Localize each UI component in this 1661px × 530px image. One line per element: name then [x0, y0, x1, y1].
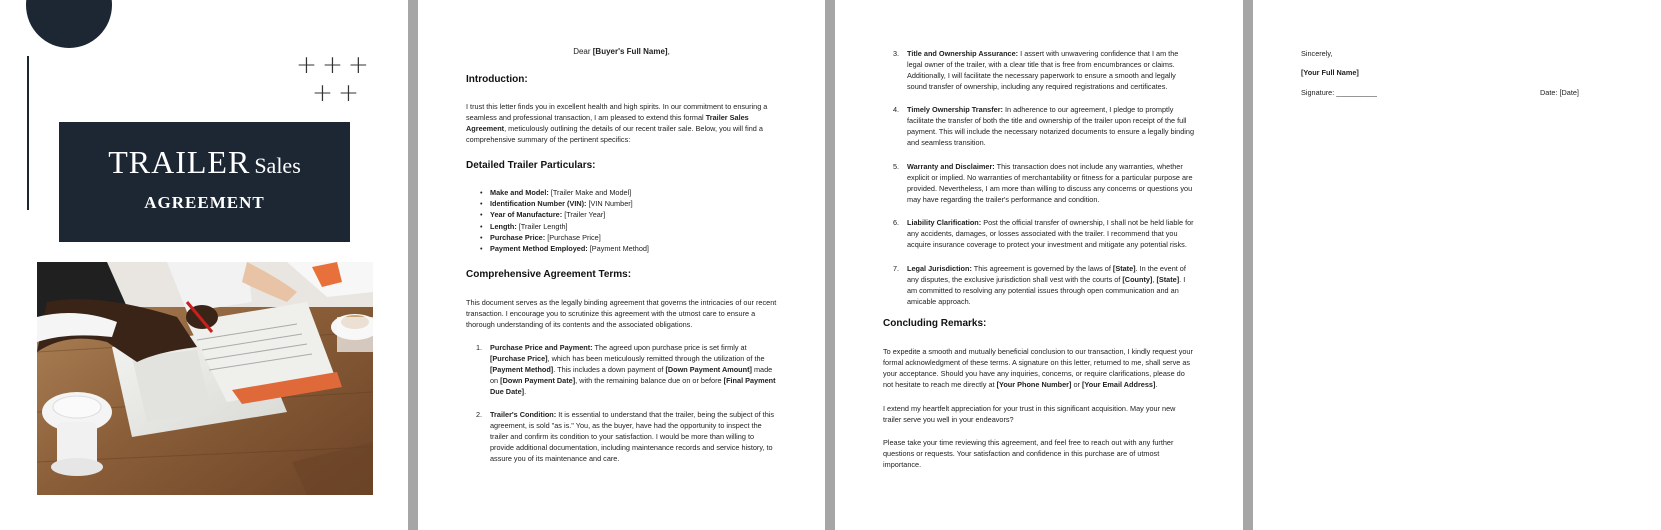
term-5 [893, 161, 1195, 205]
particular-label: Make and Model: [490, 188, 549, 197]
date-field: Date: [Date] [1540, 88, 1579, 97]
particular-value: [Purchase Price] [545, 232, 601, 242]
decorative-circle [26, 0, 112, 48]
term-label: Title and Ownership Assurance: [907, 49, 1019, 58]
particular-value: [Trailer Make and Model] [548, 188, 632, 197]
decorative-plus-row-2: ++ [312, 78, 364, 107]
term-text: Post the official transfer of ownership, I shall not be held liable for any accidents, damages, or losses associated with the trailer. I recommend that you acquire insurance coverage to protect your investment and mitigate any potential risks. [907, 218, 1194, 249]
cover-subtitle: AGREEMENT [144, 193, 265, 212]
particulars-list [480, 187, 780, 254]
signature-blank: __________ [1336, 88, 1377, 97]
intro-text-1: I trust this letter finds you in excellent health and high spirits. In our commitment to ensuring a seamless and professional transaction, I am pleased to extend this formal [466, 102, 768, 122]
signature-line [1301, 87, 1377, 98]
intro-text-2: , meticulously outlining the details of our recent trailer sale. Below, you will find a comprehensive summary of the pertinent specifics: [466, 124, 763, 144]
term-7 [893, 263, 1195, 307]
closing: Sincerely, [1301, 49, 1333, 58]
cover-photo [37, 262, 373, 495]
term-number: 6. [893, 218, 900, 227]
term-label: Purchase Price and Payment: [490, 343, 593, 352]
particular-label: Length: [490, 221, 517, 231]
particular-value: [Trailer Year] [562, 210, 606, 220]
letter-page-3 [1253, 0, 1661, 530]
term-text: . [524, 387, 527, 396]
term-number: 4. [893, 105, 900, 114]
term-placeholder: [State] [1112, 264, 1136, 273]
term-text: , which has been meticulously remitted through the utilization of the [547, 354, 765, 363]
term-placeholder: [Down Payment Date] [500, 376, 576, 385]
list-item [480, 198, 780, 209]
term-placeholder: [Final Payment Due Date] [490, 376, 776, 396]
list-item [480, 209, 780, 220]
phone-placeholder: [Your Phone Number] [996, 380, 1072, 389]
cover-title-sales: Sales [254, 153, 301, 178]
term-placeholder: [Payment Method] [490, 365, 554, 374]
greeting-text: Dear [573, 47, 593, 56]
term-number: 5. [893, 162, 900, 171]
term-placeholder: [Down Payment Amount] [665, 365, 752, 374]
list-item [480, 187, 780, 198]
term-4 [893, 104, 1195, 148]
term-placeholder: [County] [1122, 275, 1153, 284]
paragraph-text: or [1071, 380, 1082, 389]
paragraph-text: . [1155, 380, 1158, 389]
term-text: , [1152, 275, 1157, 284]
term-6 [893, 217, 1195, 250]
concluding-paragraph-3: Please take your time reviewing this agreement, and feel free to reach out with any further questions or requests. Your satisfaction and confidence in this purchase are of utmost importance. [883, 438, 1174, 469]
email-placeholder: [Your Email Address] [1082, 380, 1156, 389]
greeting [418, 46, 825, 57]
buyer-name-placeholder: [Buyer's Full Name] [592, 47, 668, 56]
terms-heading: Comprehensive Agreement Terms: [466, 269, 632, 280]
decorative-plus-row-1: +++ [296, 50, 374, 79]
particular-label: Payment Method Employed: [490, 244, 588, 254]
term-2 [476, 409, 778, 464]
particular-label: Identification Number (VIN): [490, 199, 587, 209]
particular-value: [Trailer Length] [516, 221, 568, 231]
concluding-heading: Concluding Remarks: [883, 318, 987, 329]
particular-label: Purchase Price: [490, 232, 546, 242]
term-1 [476, 342, 778, 397]
term-label: Legal Jurisdiction: [907, 264, 972, 273]
cover-photo-illustration [37, 262, 373, 495]
decorative-vertical-line [27, 56, 29, 210]
term-number: 1. [476, 343, 483, 352]
cover-title-main: TRAILER [108, 144, 251, 180]
term-text: , with the remaining balance due on or before [575, 376, 724, 385]
paragraph-text: To expedite a smooth and mutually beneficial conclusion to our transaction, I kindly request your formal acknowledgment of these terms. A signature on this letter, returned to me, shall serve as your acceptance. Should you have any inquiries, concerns, or require clarifications, please do not hesitate to reach me directly at [883, 347, 1193, 389]
particulars-heading: Detailed Trailer Particulars: [466, 160, 596, 171]
term-number: 7. [893, 264, 900, 273]
term-placeholder: [Purchase Price] [490, 354, 548, 363]
intro-heading: Introduction: [466, 74, 528, 85]
term-text: . This includes a down payment of [553, 365, 666, 374]
list-item [480, 232, 780, 243]
term-text: . I am committed to resolving any potential issues through open communication and an amicable approach. [907, 275, 1186, 306]
list-item [480, 221, 780, 232]
sender-name: [Your Full Name] [1301, 68, 1359, 77]
term-text: The agreed upon purchase price is set firmly at [592, 343, 747, 352]
term-text: In adherence to our agreement, I pledge to promptly facilitate the transfer of both the title and ownership of the trailer upon receipt of the full payment. This will include the necessary notarized documents to ensure a legally binding and seamless transition. [907, 105, 1195, 147]
list-item [480, 243, 780, 254]
term-text: made on [490, 365, 773, 385]
term-placeholder: [State] [1156, 275, 1180, 284]
term-number: 2. [476, 410, 483, 419]
term-text: . In the event of any disputes, the exclusive jurisdiction shall vest with the courts of [907, 264, 1186, 284]
concluding-paragraph-1 [883, 346, 1195, 390]
term-text: This agreement is governed by the laws of [971, 264, 1113, 273]
intro-bold: Trailer Sales Agreement [466, 113, 749, 133]
term-text: This transaction does not include any warranties, whether explicit or implied. No warranties of merchantability or fitness for a particular purpose are provided. Nevertheless, I am more than willing to discuss any concerns or questions you may have regarding the trailer's performance and condition. [907, 162, 1193, 204]
intro-paragraph [466, 101, 778, 145]
particular-label: Year of Manufacture: [490, 210, 563, 220]
term-3 [893, 48, 1195, 92]
term-label: Trailer's Condition: [490, 410, 557, 419]
signature-label: Signature: [1301, 88, 1337, 97]
term-label: Timely Ownership Transfer: [907, 105, 1003, 114]
term-text: I assert with unwavering confidence that I am the legal owner of the trailer, with a clear title that is free from encumbrances or claims. Additionally, I will facilitate the necessary paperwork to ensure a smooth and legally sound transfer of ownership, including any required registrations and certificates. [907, 49, 1179, 91]
greeting-comma: , [667, 47, 670, 56]
term-label: Warranty and Disclaimer: [907, 162, 995, 171]
letter-page-2 [835, 0, 1243, 530]
concluding-paragraph-2: I extend my heartfelt appreciation for your trust in this significant acquisition. May your new trailer serve you well in your endeavors? [883, 404, 1176, 424]
cover-page [0, 0, 408, 530]
terms-intro: This document serves as the legally binding agreement that governs the intricacies of our recent transaction. I encourage you to scrutinize this agreement with the utmost care to ensure a thorough understanding of its contents and the associated obligations. [466, 298, 777, 329]
letter-page-1 [418, 0, 825, 530]
term-text: It is essential to understand that the trailer, being the subject of this agreement, is sold "as is." You, as the buyer, have had the opportunity to inspect the trailer and confirm its condition to your satisfaction. I would be more than willing to provide additional documentation, including maintenance records and service history, to assure you of its maintenance and care. [490, 410, 775, 463]
particular-value: [VIN Number] [586, 199, 633, 209]
term-label: Liability Clarification: [907, 218, 982, 227]
cover-title-box [59, 122, 350, 242]
term-number: 3. [893, 49, 900, 58]
particular-value: [Payment Method] [587, 244, 649, 254]
cover-title [59, 144, 350, 187]
